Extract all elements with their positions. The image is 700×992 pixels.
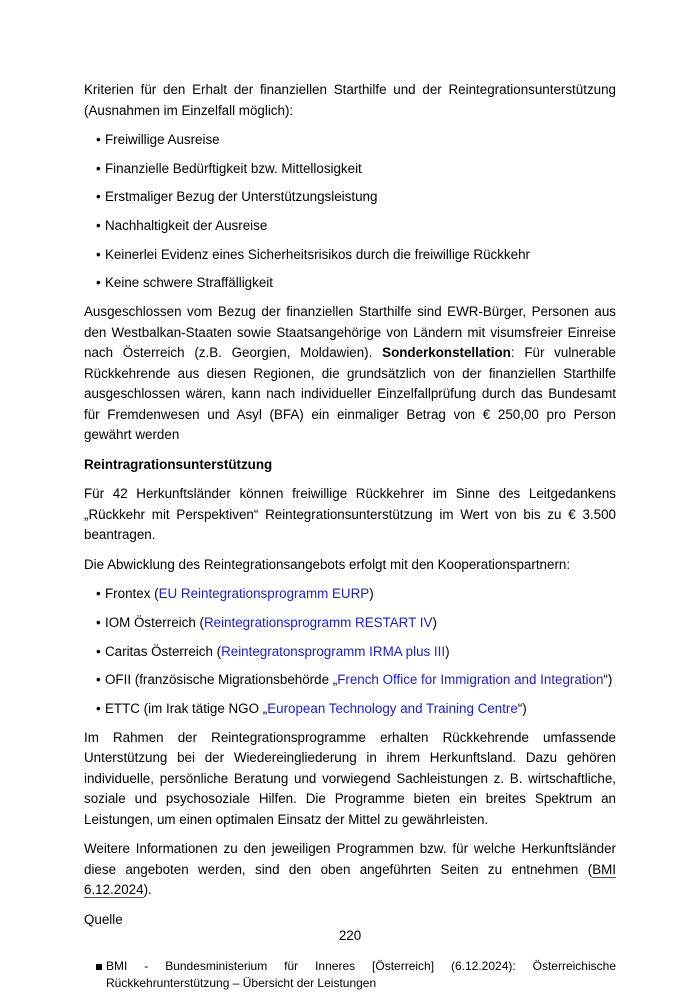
programs-paragraph: Im Rahmen der Reintegrationsprogramme erhalten Rückkehrende umfassende Unterstützung bei der Wiedereingliederung in ihrem Herkunftsland. Dazu gehören individuelle, persönliche Beratung und vorwiegend Sachleistungen z. B. wirtschaftliche, soziale und psychosoziale Hilfen. Die Programme bieten ein breites Spektrum an Leistungen, um einen optimalen Einsatz der Mittel zu gewährleisten. <box>84 729 616 827</box>
list-item: • Keine schwere Straffälligkeit <box>84 273 616 294</box>
list-item: • Finanzielle Bedürftigkeit bzw. Mittellosigkeit <box>84 159 616 180</box>
bullet-icon: • <box>96 189 101 205</box>
bullet-icon: • <box>96 160 101 176</box>
criteria-list <box>84 130 616 294</box>
list-item: • ETTC (im Irak tätige NGO „European Technology and Training Centre“) <box>84 699 616 720</box>
citation-link[interactable]: BMI 6.12.2024 <box>84 861 616 898</box>
bullet-icon: • <box>96 614 101 630</box>
square-bullet-icon <box>96 964 102 970</box>
intro-text: Kriterien für den Erhalt der finanziellen Starthilfe und der Reintegrationsunterstützung (Ausnahmen im Einzelfall möglich): <box>84 82 616 118</box>
reintegration-paragraph: Für 42 Herkunftsländer können freiwillige Rückkehrer im Sinne des Leitgedankens „Rückkehr mit Perspektiven“ Reintegrationsunterstützung im Wert von bis zu € 3.500 beantragen. <box>84 486 616 543</box>
list-item: • Caritas Österreich (Reintegratonsprogramm IRMA plus III) <box>84 642 616 663</box>
page-number: 220 <box>338 928 362 943</box>
partner-link-eurp[interactable]: EU Reintegrationsprogramm EURP <box>158 586 370 602</box>
list-item: • Keinerlei Evidenz eines Sicherheitsrisikos durch die freiwillige Rückkehr <box>84 245 616 266</box>
bullet-icon: • <box>96 643 101 659</box>
exclusion-paragraph: Ausgeschlossen vom Bezug der finanziellen Starthilfe sind EWR-Bürger, Personen aus den Westbalkan-Staaten sowie Staatsangehörige von Ländern mit visumsfreier Einreise nach Österreich (z.B. Georgien, Moldawien). Sonderkonstellation: Für vulnerable Rückkehrende aus diesen Regionen, die grundsätzlich von der finanziellen Starthilfe ausgeschlossen wären, kann nach individueller Einzelfallprüfung durch das Bundesamt für Fremdenwesen und Asyl (BFA) ein einmaliger Betrag von € 250,00 pro Person gewährt werden <box>84 304 616 443</box>
list-item: • Erstmaliger Bezug der Unterstützungsleistung <box>84 187 616 208</box>
bullet-icon: • <box>96 586 101 602</box>
section-heading: Reintragrationsunterstützung <box>84 456 273 472</box>
bullet-icon: • <box>96 132 101 147</box>
source-list <box>84 958 616 992</box>
partner-link-ettc[interactable]: European Technology and Training Centre <box>267 700 518 716</box>
source-item: BMI - Bundesministerium für Inneres [Österreich] (6.12.2024): Österreichische Rückkehrunterstützung – Übersicht der Leistungen <box>84 958 616 992</box>
partners-intro: Die Abwicklung des Reintegrationsangebots erfolgt mit den Kooperationspartnern: <box>84 556 571 572</box>
list-item: • IOM Österreich (Reintegrationsprogramm RESTART IV) <box>84 613 616 634</box>
special-case-label: Sonderkonstellation <box>382 345 511 361</box>
more-info-paragraph: Weitere Informationen zu den jeweiligen Programmen bzw. für welche Herkunftsländer diese angeboten werden, sind den oben angeführten Seiten zu entnehmen (BMI 6.12.2024). <box>84 841 616 898</box>
document-page <box>84 80 616 992</box>
list-item: • OFII (französische Migrationsbehörde „French Office for Immigration and Integration“) <box>84 670 616 691</box>
partner-link-ofii[interactable]: French Office for Immigration and Integration <box>337 672 604 688</box>
bullet-icon: • <box>96 700 101 716</box>
partner-link-restart[interactable]: Reintegrationsprogramm RESTART IV <box>203 614 433 630</box>
list-item: • Freiwillige Ausreise <box>84 130 616 151</box>
partner-link-irma[interactable]: Reintegratonsprogramm IRMA plus III <box>221 643 446 659</box>
bullet-icon: • <box>96 246 101 262</box>
bullet-icon: • <box>96 275 101 291</box>
list-item: • Frontex (EU Reintegrationsprogramm EURP) <box>84 584 616 605</box>
bullet-icon: • <box>96 672 101 688</box>
partner-list <box>84 584 616 719</box>
list-item: • Nachhaltigkeit der Ausreise <box>84 216 616 237</box>
source-label: Quelle <box>84 911 123 927</box>
bullet-icon: • <box>96 218 101 234</box>
